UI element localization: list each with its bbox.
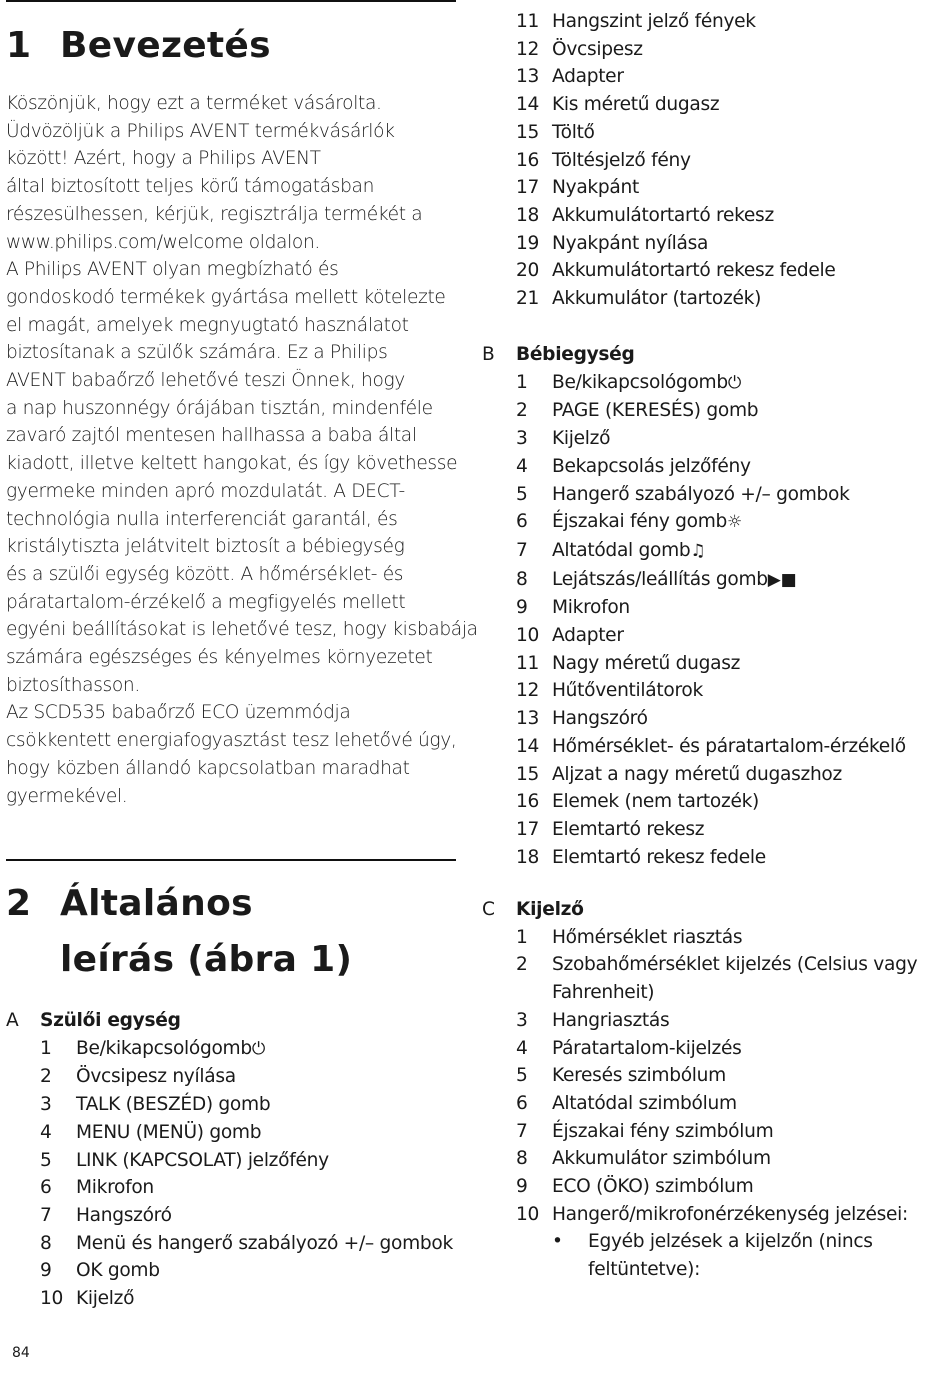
item-number: 10 [516, 625, 540, 647]
list-item [482, 924, 917, 952]
list-item [482, 36, 836, 64]
item-text: Kijelző [76, 1288, 135, 1310]
item-text: Töltő [552, 121, 595, 143]
display-bullet [482, 1228, 917, 1283]
paragraph-line: AVENT babaőrző lehetővé teszi Önnek, hogy [6, 370, 405, 392]
bullet-text-line2: feltüntetve): [588, 1259, 701, 1281]
list-item [482, 91, 836, 119]
section-title: Bevezetés [60, 25, 271, 66]
bullet-symbol: • [552, 1231, 563, 1253]
list-item [482, 369, 906, 398]
parent-unit-list [6, 1035, 453, 1313]
paragraph-line: gyermeke minden apró mozdulatát. A DECT- [6, 480, 405, 502]
item-text: Be/kikapcsológomb [552, 371, 728, 393]
list-item [482, 63, 836, 91]
item-text: Akkumulátortartó rekesz [552, 204, 774, 226]
paragraph-line: csökkentett energiafogyasztást tesz lehetővé úgy, [6, 730, 457, 752]
item-text: Hőmérséklet riasztás [552, 926, 743, 948]
item-text: Éjszakai fény gomb [552, 511, 728, 533]
list-item [482, 537, 906, 566]
paragraph-line: kiadott, illetve keltett hangokat, és így követhesse [6, 453, 458, 475]
item-text: Bekapcsolás jelzőfény [552, 455, 751, 477]
item-number: 1 [516, 371, 528, 393]
item-text: Hangerő szabályozó +/– gombok [552, 483, 850, 505]
item-number: 5 [516, 1065, 528, 1087]
intro-paragraph [6, 90, 478, 810]
item-number: 16 [516, 149, 540, 171]
list-item [482, 257, 836, 285]
item-number: 7 [516, 1120, 528, 1142]
item-text: Övcsipesz nyílása [76, 1066, 236, 1088]
paragraph-line: gyermekével. [6, 785, 128, 807]
list-item [482, 1201, 917, 1229]
item-text: Hangszóró [76, 1204, 172, 1226]
item-number: 12 [516, 38, 540, 60]
list-item [482, 174, 836, 202]
list-item [482, 733, 906, 761]
item-number: 17 [516, 818, 540, 840]
list-item [482, 705, 906, 733]
section-number: 1 [6, 25, 32, 66]
item-number: 15 [516, 763, 540, 785]
item-text: OK gomb [76, 1260, 160, 1282]
item-text: Altatódal szimbólum [552, 1092, 737, 1114]
item-text: Elemtartó rekesz [552, 818, 705, 840]
item-text: Páratartalom-kijelzés [552, 1037, 742, 1059]
item-text: Elemek (nem tartozék) [552, 791, 760, 813]
item-text: Nyakpánt nyílása [552, 232, 709, 254]
item-number: 3 [516, 428, 528, 450]
item-text: ECO (ÖKO) szimbólum [552, 1176, 754, 1198]
item-symbol-icon: ⏻ [727, 372, 742, 393]
display-section [482, 896, 917, 1284]
item-text: Kis méretű dugasz [552, 94, 720, 116]
item-number: 18 [516, 846, 540, 868]
list-item [482, 481, 906, 509]
paragraph-line: részesülhessen, kérjük, regisztrálja termékét a [6, 203, 423, 225]
section-letter: B [482, 344, 495, 365]
item-number: 16 [516, 791, 540, 813]
item-number: 19 [516, 232, 540, 254]
paragraph-line: www.philips.com/welcome oldalon. [6, 231, 320, 253]
list-item [482, 1118, 917, 1146]
item-number: 9 [40, 1260, 52, 1282]
item-symbol-icon: ☼ [727, 512, 742, 533]
list-item [6, 1257, 453, 1285]
item-number: 13 [516, 708, 540, 730]
list-item [482, 8, 836, 36]
item-number: 4 [40, 1121, 52, 1143]
item-number: 14 [516, 94, 540, 116]
parent-unit-section [6, 1007, 453, 1313]
parent-unit-list-continued [482, 8, 836, 313]
item-number: 10 [516, 1203, 540, 1225]
item-text: Szobahőmérséklet kijelzés (Celsius vagy [552, 954, 918, 976]
item-number: 6 [40, 1177, 52, 1199]
item-number: 13 [516, 66, 540, 88]
item-text: Hőmérséklet- és páratartalom-érzékelő [552, 735, 906, 757]
bullet-text-line1: Egyéb jelzések a kijelzőn (nincs [588, 1231, 873, 1253]
item-text: Akkumulátortartó rekesz fedele [552, 260, 836, 282]
list-item [482, 508, 906, 537]
section-number: 2 [6, 883, 32, 924]
item-number: 20 [516, 260, 540, 282]
paragraph-line: számára egészséges és kényelmes környezetet [6, 647, 433, 669]
paragraph-line: Az SCD535 babaőrző ECO üzemmódja [6, 702, 351, 724]
item-number: 10 [40, 1288, 64, 1310]
item-number: 9 [516, 597, 528, 619]
item-number: 15 [516, 121, 540, 143]
list-item [482, 594, 906, 622]
list-item [482, 202, 836, 230]
item-number: 2 [516, 954, 528, 976]
item-number: 12 [516, 680, 540, 702]
item-text-continued: Fahrenheit) [552, 982, 655, 1004]
page-number: 84 [12, 1345, 30, 1361]
list-item [6, 1035, 453, 1064]
item-text: Altatódal gomb [552, 539, 691, 561]
item-text: Övcsipesz [552, 38, 643, 60]
item-text: Hangszóró [552, 708, 648, 730]
list-item [482, 650, 906, 678]
display-title: Kijelző [516, 899, 584, 920]
section-letter: A [6, 1010, 19, 1031]
item-text: LINK (KAPCSOLAT) jelzőfény [76, 1149, 329, 1171]
item-symbol-icon: ▶■ [767, 569, 797, 590]
list-item [482, 1035, 917, 1063]
item-number: 8 [40, 1232, 52, 1254]
list-item [482, 230, 836, 258]
paragraph-line: Köszönjük, hogy ezt a terméket vásárolta. [6, 93, 382, 114]
section-title-line1: Általános [60, 883, 253, 924]
section-title-line2: leírás (ábra 1) [60, 939, 353, 980]
list-item [6, 1119, 453, 1147]
paragraph-line: technológia nulla interferenciát garantál, és [6, 508, 398, 530]
section-heading-intro [6, 18, 271, 74]
paragraph-line: és a szülői egység között. A hőmérséklet- és [6, 563, 404, 585]
list-item [482, 119, 836, 147]
item-number: 1 [40, 1037, 52, 1059]
item-text: Hangerő/mikrofonérzékenység jelzései: [552, 1203, 908, 1225]
paragraph-line: egyéni beállításokat is lehetővé tesz, hogy kisbabája [6, 619, 478, 641]
list-item [6, 1147, 453, 1175]
item-text: Hangszint jelző fények [552, 11, 756, 32]
item-number: 2 [516, 400, 528, 422]
item-text: Aljzat a nagy méretű dugaszhoz [552, 763, 842, 785]
parent-unit-heading [6, 1007, 453, 1035]
item-number: 4 [516, 455, 528, 477]
list-item [6, 1063, 453, 1091]
item-number: 6 [516, 511, 528, 533]
list-item [482, 951, 917, 1006]
list-item [482, 1062, 917, 1090]
item-text: Kijelző [552, 428, 611, 450]
item-text: Adapter [552, 625, 624, 647]
item-number: 2 [40, 1066, 52, 1088]
list-item [6, 1202, 453, 1230]
paragraph-line: által biztosított teljes körű támogatásban [6, 176, 375, 198]
item-number: 5 [40, 1149, 52, 1171]
paragraph-line: hogy közben állandó kapcsolatban maradhat [6, 757, 410, 779]
list-item [482, 397, 906, 425]
item-number: 11 [516, 652, 540, 674]
item-number: 8 [516, 1148, 528, 1170]
paragraph-line: páratartalom-érzékelő a megfigyelés mellett [6, 591, 406, 613]
item-symbol-icon: ⏻ [251, 1038, 266, 1059]
item-text: Mikrofon [552, 597, 630, 619]
list-item [482, 761, 906, 789]
paragraph-line: A Philips AVENT olyan megbízható és [6, 259, 339, 281]
item-text: Mikrofon [76, 1177, 154, 1199]
baby-unit-section [482, 341, 906, 871]
list-item [482, 425, 906, 453]
item-number: 3 [40, 1094, 52, 1116]
item-number: 17 [516, 177, 540, 199]
item-text: Nyakpánt [552, 177, 639, 199]
item-text: Be/kikapcsológomb [76, 1037, 252, 1059]
list-item [6, 1230, 453, 1258]
item-number: 11 [516, 11, 540, 32]
item-number: 1 [516, 926, 528, 948]
display-heading [482, 896, 917, 924]
list-item [482, 677, 906, 705]
list-item [482, 622, 906, 650]
display-list [482, 924, 917, 1229]
paragraph-line: a nap huszonnégy órájában tisztán, mindenféle [6, 397, 433, 419]
section-letter: C [482, 899, 495, 920]
item-text: Hangriasztás [552, 1009, 670, 1031]
paragraph-line: biztosíthasson. [6, 674, 140, 696]
item-text: Töltésjelző fény [552, 149, 691, 171]
item-text: TALK (BESZÉD) gomb [76, 1094, 271, 1116]
item-text: Éjszakai fény szimbólum [552, 1120, 774, 1142]
parent-unit-list-continued-items [482, 8, 836, 313]
item-text: Elemtartó rekesz fedele [552, 846, 766, 868]
item-number: 14 [516, 735, 540, 757]
item-text: PAGE (KERESÉS) gomb [552, 400, 759, 422]
list-item [482, 566, 906, 595]
item-text: Keresés szimbólum [552, 1065, 726, 1087]
list-item [482, 816, 906, 844]
paragraph-line: gondoskodó termékek gyártása mellett kötelezte [6, 286, 446, 308]
baby-unit-list [482, 369, 906, 872]
item-number: 8 [516, 568, 528, 590]
item-number: 7 [516, 539, 528, 561]
list-item [482, 1007, 917, 1035]
list-item [6, 1174, 453, 1202]
paragraph-line: Üdvözöljük a Philips AVENT termékvásárlók [6, 120, 395, 142]
list-item [482, 453, 906, 481]
list-item [6, 1091, 453, 1119]
top-rule [6, 0, 456, 2]
item-number: 4 [516, 1037, 528, 1059]
paragraph-line: el magát, amelyek megnyugtató használatot [6, 314, 409, 336]
item-text: Akkumulátor (tartozék) [552, 288, 762, 310]
item-number: 9 [516, 1176, 528, 1198]
parent-unit-title: Szülői egység [40, 1010, 181, 1031]
list-item [482, 285, 836, 313]
list-item [482, 1090, 917, 1118]
list-item [6, 1285, 453, 1313]
list-item [482, 1173, 917, 1201]
item-number: 21 [516, 288, 540, 310]
item-text: Hűtőventilátorok [552, 680, 703, 702]
item-text: Lejátszás/leállítás gomb [552, 568, 768, 590]
item-text: Akkumulátor szimbólum [552, 1148, 771, 1170]
list-item [482, 1145, 917, 1173]
item-number: 18 [516, 204, 540, 226]
item-text: MENU (MENÜ) gomb [76, 1121, 262, 1143]
item-text: Nagy méretű dugasz [552, 652, 741, 674]
item-text: Adapter [552, 66, 624, 88]
item-number: 5 [516, 483, 528, 505]
list-item [482, 788, 906, 816]
item-number: 7 [40, 1204, 52, 1226]
item-symbol-icon: ♫ [690, 540, 706, 561]
item-number: 3 [516, 1009, 528, 1031]
paragraph-line: között! Azért, hogy a Philips AVENT [6, 148, 321, 170]
list-item [482, 844, 906, 872]
item-number: 6 [516, 1092, 528, 1114]
list-item [482, 147, 836, 175]
baby-unit-heading [482, 341, 906, 369]
section-heading-general [6, 876, 352, 988]
paragraph-line: biztosítanak a szülők számára. Ez a Philips [6, 342, 388, 364]
paragraph-line: kristálytiszta jelátvitelt biztosít a bébiegység [6, 536, 405, 558]
paragraph-line: zavaró zajtól mentesen hallhassa a baba által [6, 425, 417, 447]
item-text: Menü és hangerő szabályozó +/– gombok [76, 1232, 453, 1254]
baby-unit-title: Bébiegység [516, 344, 635, 365]
section-divider-rule [6, 859, 456, 861]
